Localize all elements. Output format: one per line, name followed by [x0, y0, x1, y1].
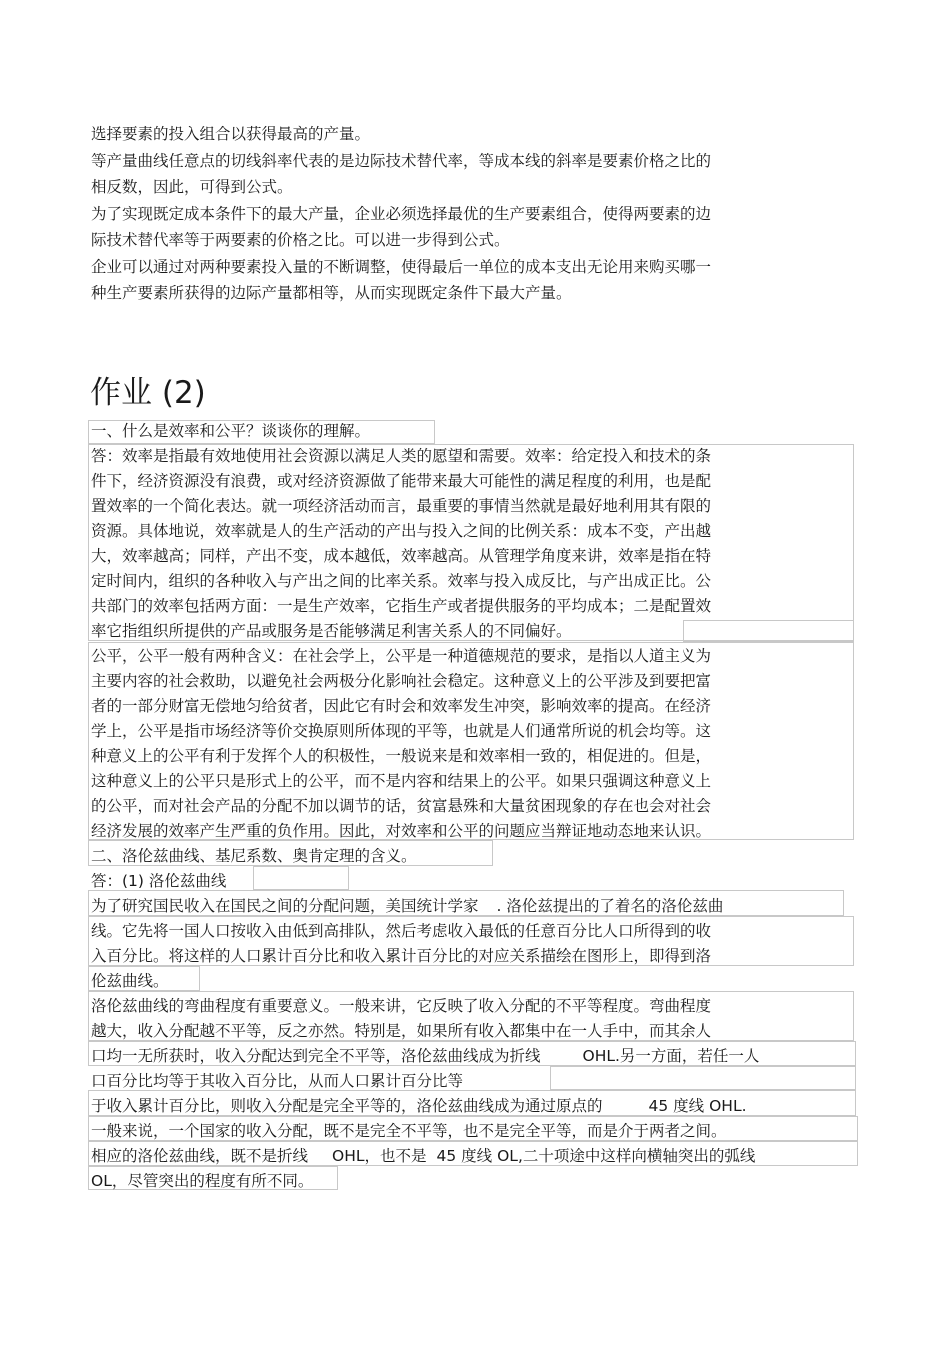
homework-body	[91, 419, 831, 1194]
lorenz-definition	[91, 894, 831, 994]
answer-line: 入百分比。将这样的人口累计百分比和收入累计百分比的对应关系描绘在图形上，即得到洛	[91, 947, 712, 965]
answer-line: 学上，公平是指市场经济等价交换原则所体现的平等，也就是人们通常所说的机会均等。这	[91, 722, 712, 740]
question-1: 一、什么是效率和公平？谈谈你的理解。	[91, 422, 371, 440]
answer-line: 口均一无所获时，收入分配达到完全不平等，洛伦兹曲线成为折线 OHL.另一方面，若任一人	[91, 1047, 760, 1065]
answer-line: 一般来说，一个国家的收入分配，既不是完全不平等，也不是完全平等，而是介于两者之间。	[91, 1122, 727, 1140]
answer-line: 伦兹曲线。	[91, 972, 169, 990]
answer-line: 置效率的一个简化表达。就一项经济活动而言，最重要的事情当然就是最好地利用其有限的	[91, 497, 712, 515]
answer-line: 率它指组织所提供的产品或服务是否能够满足利害关系人的不同偏好。	[91, 622, 572, 640]
answer-line: 为了研究国民收入在国民之间的分配问题，美国统计学家 . 洛伦兹提出的了着名的洛伦兹曲	[91, 897, 724, 915]
answer-line: 定时间内，组织的各种收入与产出之间的比率关系。效率与投入成反比，与产出成正比。公	[91, 572, 712, 590]
answer-line: 种意义上的公平有利于发挥个人的积极性，一般说来是和效率相一致的，相促进的。但是，	[91, 747, 712, 765]
answer-line: 主要内容的社会救助，以避免社会两极分化影响社会稳定。这种意义上的公平涉及到要把富	[91, 672, 712, 690]
answer-line: 洛伦兹曲线的弯曲程度有重要意义。一般来讲，它反映了收入分配的不平等程度。弯曲程度	[91, 997, 712, 1015]
lorenz-meaning	[91, 994, 831, 1194]
answer-2-title: 答：(1) 洛伦兹曲线	[91, 872, 227, 890]
page-title: 作业 (2)	[90, 375, 206, 411]
intro-line: 种生产要素所获得的边际产量都相等，从而实现既定条件下最大产量。	[91, 284, 572, 302]
answer-line: 经济发展的效率产生严重的负作用。因此，对效率和公平的问题应当辩证地动态地来认识。	[91, 822, 712, 840]
efficiency-answer	[91, 444, 831, 644]
answer-line: 者的一部分财富无偿地匀给贫者，因此它有时会和效率发生冲突，影响效率的提高。在经济	[91, 697, 712, 715]
answer-line: 线。它先将一国人口按收入由低到高排队，然后考虑收入最低的任意百分比人口所得到的收	[91, 922, 712, 940]
answer-line: 相应的洛伦兹曲线，既不是折线 OHL，也不是 45 度线 OL,二十项途中这样向横轴突出的弧线	[91, 1147, 756, 1165]
answer-line: 答：效率是指最有效地使用社会资源以满足人类的愿望和需要。效率：给定投入和技术的条	[91, 447, 712, 465]
intro-line: 为了实现既定成本条件下的最大产量，企业必须选择最优的生产要素组合，使得两要素的边	[91, 204, 712, 223]
answer-line: 大，效率越高；同样，产出不变，成本越低，效率越高。从管理学角度来讲，效率是指在特	[91, 547, 712, 565]
fairness-answer	[91, 644, 831, 844]
answer-line: 件下，经济资源没有浪费，或对经济资源做了能带来最大可能性的满足程度的利用，也是配	[91, 472, 712, 490]
answer-line: OL，尽管突出的程度有所不同。	[91, 1172, 314, 1190]
intro-line: 选择要素的投入组合以获得最高的产量。	[91, 125, 371, 143]
intro-line: 相反数，因此，可得到公式。	[91, 178, 293, 196]
intro-line: 等产量曲线任意点的切线斜率代表的是边际技术替代率，等成本线的斜率是要素价格之比的	[91, 151, 712, 170]
answer-line: 公平，公平一般有两种含义：在社会学上，公平是一种道德规范的要求，是指以人道主义为	[91, 647, 712, 665]
answer-line: 口百分比均等于其收入百分比，从而人口累计百分比等	[91, 1072, 464, 1090]
intro-line: 企业可以通过对两种要素投入量的不断调整，使得最后一单位的成本支出无论用来购买哪一	[91, 257, 712, 276]
answer-line: 于收入累计百分比，则收入分配是完全平等的，洛伦兹曲线成为通过原点的 45 度线 OHL.	[91, 1097, 747, 1115]
answer-line: 越大，收入分配越不平等，反之亦然。特别是，如果所有收入都集中在一人手中，而其余人	[91, 1022, 712, 1040]
answer-line: 资源。具体地说，效率就是人的生产活动的产出与投入之间的比例关系：成本不变，产出越	[91, 522, 712, 540]
question-2: 二、洛伦兹曲线、基尼系数、奥肯定理的含义。	[91, 847, 417, 865]
answer-line: 的公平，而对社会产品的分配不加以调节的话，贫富悬殊和大量贫困现象的存在也会对社会	[91, 797, 712, 815]
intro-line: 际技术替代率等于两要素的价格之比。可以进一步得到公式。	[91, 231, 510, 249]
answer-line: 这种意义上的公平只是形式上的公平，而不是内容和结果上的公平。如果只强调这种意义上	[91, 772, 712, 790]
intro-section	[91, 121, 821, 307]
answer-line: 共部门的效率包括两方面：一是生产效率，它指生产或者提供服务的平均成本；二是配置效	[91, 597, 712, 615]
